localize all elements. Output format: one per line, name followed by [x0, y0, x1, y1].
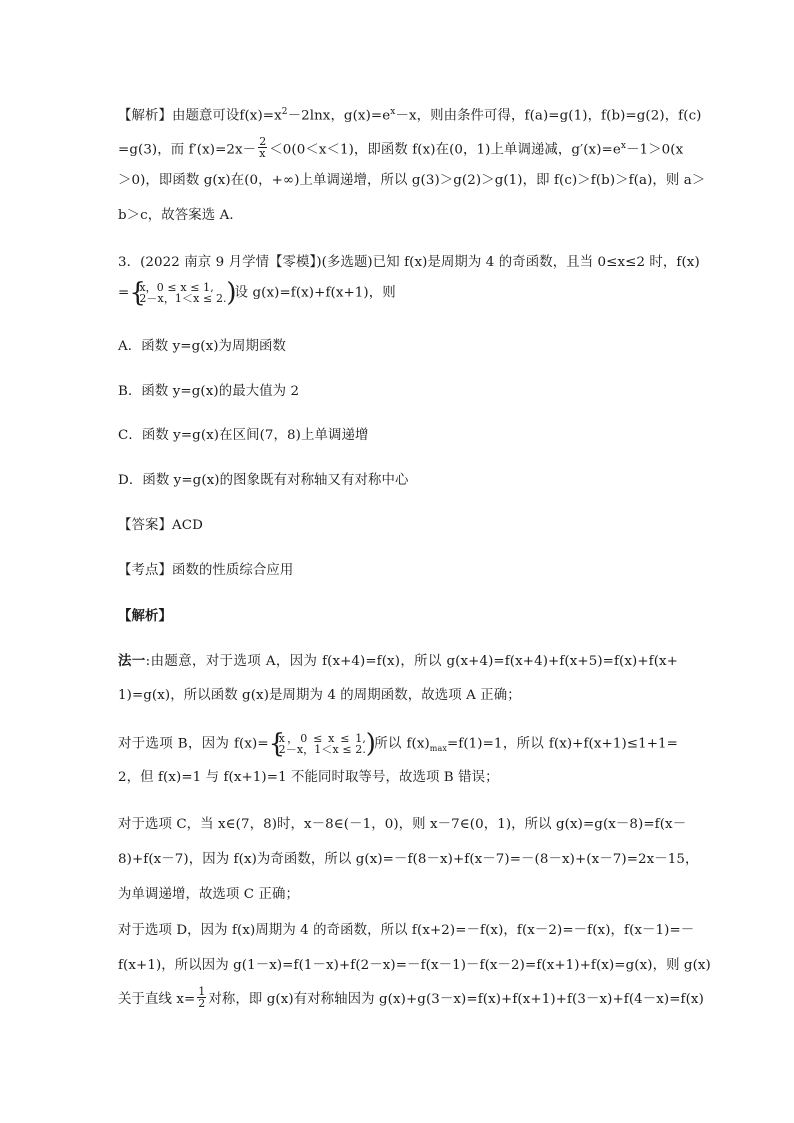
fraction: $\frac{1}{2}$ — [198, 985, 206, 1010]
option-d-analysis-line-2: f(x+1)，所以因为 g(1－x)=f(1－x)+f(2－x)=－f(x－1)－f(x－2)=f(x+1)+f(x)=g(x)，则 g(x) — [118, 958, 711, 973]
prev-analysis-line-2: =g(3)，而 f′(x)=2x－ $\frac{2}{x}$ ＜0(0＜x＜1)，即函数 f(x)在(0，1)上单调递减，$g'(x)=e^x-1>0(x$ — [118, 135, 684, 161]
option-c-analysis-line-2: 8)+f(x－7)，因为 f(x)为奇函数，所以 g(x)=－f(8－x)+f(x－7)=－(8－x)+(x－7)=2x－15， — [118, 852, 699, 867]
prev-analysis-line-3: ＞0)，即函数 g(x)在(0，+∞)上单调递增，所以 g(3)＞g(2)＞g(1)，即 f(c)＞f(b)＞f(a)，则 a＞ — [118, 173, 706, 188]
method-line-1: 法一:由题意，对于选项 A，因为 f(x+4)=f(x)，所以 g(x+4)=f(x+4)+f(x+5)=f(x)+f(x+ — [118, 653, 678, 669]
option-d-analysis-line-1: 对于选项 D，因为 f(x)周期为 4 的奇函数，所以 f(x+2)=－f(x)，f(x－2)=－f(x)，f(x－1)=－ — [118, 923, 695, 938]
option-c-analysis-line-1: 对于选项 C，当 x∈(7，8)时，x－8∈(－1，0)，则 x－7∈(0，1)，所以 g(x)=g(x－8)=f(x－ — [118, 817, 687, 832]
prev-analysis-line-4: b＞c，故答案选 A． — [118, 208, 243, 223]
option-b-analysis-line-2: 2，但 f(x)=1 与 f(x+1)=1 不能同时取等号，故选项 B 错误； — [118, 770, 499, 785]
option-b-analysis-line-1: 对于选项 B，因为 f(x)= { x，0 ≤ x ≤ 1, 2－x，1＜x ≤ 2. ) 所以 $f(x)_{max}=f(1)=1$，所以 f(x)+f(x+1)≤1+1= — [118, 729, 678, 759]
option-c: C．函数 y=g(x)在区间(7，8)上单调递增 — [118, 428, 369, 443]
option-d: D．函数 y=g(x)的图象既有对称轴又有对称中心 — [118, 473, 409, 488]
option-d-analysis-line-3: 关于直线 x= $\frac{1}{2}$ 对称，即 g(x)有对称轴因为 g(x)+g(3－x)=f(x)+f(x+1)+f(3－x)+f(4－x)=f(x) — [118, 985, 704, 1010]
question-3-line-1: 3．(2022 南京 9 月学情【零模】)(多选题)已知 f(x)是周期为 4 的奇函数，且当 0≤x≤2 时，f(x) — [118, 255, 700, 270]
prev-analysis-line-1: 【解析】由题意可设$f(x)=x^2-2\ln x$，$g(x)=e^x-x$，则由条件可得，f(a)=g(1)，f(b)=g(2)，f(c) — [118, 107, 702, 124]
method-line-2: 1)=g(x)，所以函数 g(x)是周期为 4 的周期函数，故选项 A 正确； — [118, 688, 521, 703]
question-3-line-2: = { x，0 ≤ x ≤ 1, 2－x，1＜x ≤ 2. ) 设 g(x)=f(x)+f(x+1)，则 — [118, 278, 396, 308]
option-a: A．函数 y=g(x)为周期函数 — [118, 339, 287, 354]
piecewise-function: { x，0 ≤ x ≤ 1, 2－x，1＜x ≤ 2. ) — [268, 729, 376, 759]
analysis-heading: 【解析】 — [118, 608, 172, 624]
piecewise-function: { x，0 ≤ x ≤ 1, 2－x，1＜x ≤ 2. ) — [129, 278, 237, 308]
option-b: B．函数 y=g(x)的最大值为 2 — [118, 384, 300, 399]
option-c-analysis-line-3: 为单调递增，故选项 C 正确； — [118, 887, 299, 902]
method-label: 法一 — [118, 653, 146, 669]
fraction: $\frac{2}{x}$ — [259, 135, 267, 161]
answer: 【答案】ACD — [118, 518, 203, 533]
topic: 【考点】函数的性质综合应用 — [118, 563, 294, 578]
